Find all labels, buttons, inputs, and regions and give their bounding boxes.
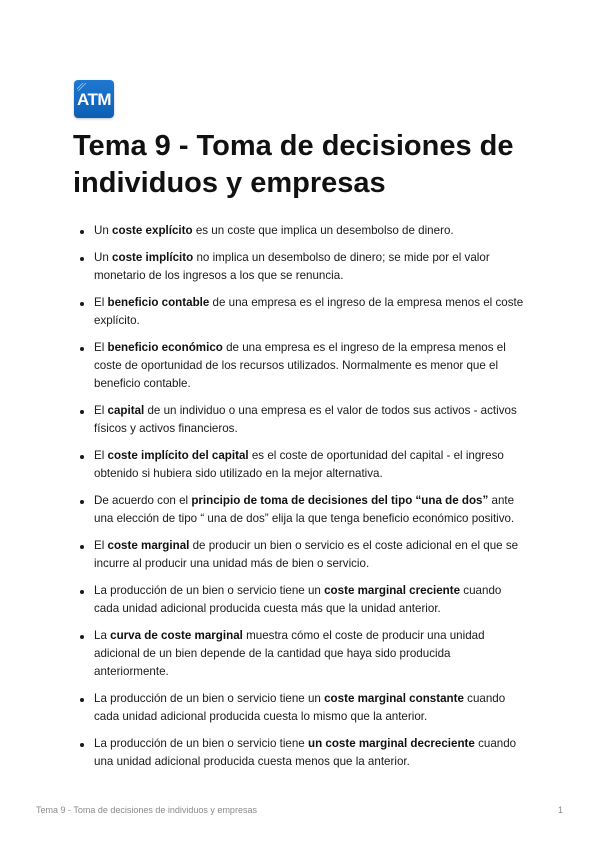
atm-logo <box>74 80 114 118</box>
bold-term: capital <box>107 404 145 417</box>
bullet-text: muestra cómo el coste de producir una unidad adicional de un bien depende de la cantidad que haya sido producida anteriormente. <box>94 629 485 678</box>
bullet-item <box>74 537 524 573</box>
bold-term: coste explícito <box>112 224 193 237</box>
bullet-item <box>74 222 524 240</box>
bullet-text: La <box>94 629 111 642</box>
bullet-text: cuando cada unidad adicional producida cuesta más que la unidad anterior. <box>94 584 502 615</box>
bullet-text: Un <box>94 251 113 264</box>
bold-term: coste implícito del capital <box>107 449 249 462</box>
bullet-item <box>74 492 524 528</box>
bullet-text: de una empresa es el ingreso de la empresa menos el coste explícito. <box>94 296 524 327</box>
bullet-list <box>74 222 524 780</box>
bold-term: coste marginal <box>107 539 190 552</box>
bold-term: curva de coste marginal <box>110 629 243 642</box>
bullet-item <box>74 690 524 726</box>
page-footer <box>36 803 563 817</box>
logo-text: ATM <box>76 90 112 109</box>
footer-title: Tema 9 - Toma de decisiones de individuos y empresas <box>36 805 257 815</box>
bullet-text: La producción de un bien o servicio tiene un <box>94 692 325 705</box>
bullet-text: De acuerdo con el <box>94 494 192 507</box>
bullet-text: El <box>94 539 108 552</box>
bullet-text: es el coste de oportunidad del capital - el ingreso obtenido si hubiera sido utilizado en la mejor alternativa. <box>94 449 504 480</box>
bold-term: beneficio económico <box>107 341 223 354</box>
bullet-text: de una empresa es el ingreso de la empresa menos el coste de oportunidad de los recursos utilizados. Normalmente es menor que el beneficio contable. <box>94 341 506 390</box>
bullet-item <box>74 582 524 618</box>
bullet-item <box>74 249 524 285</box>
bullet-text: de un individuo o una empresa es el valor de todos sus activos - activos físicos y activos financieros. <box>94 404 517 435</box>
page-title: Tema 9 - Toma de decisiones de individuos y empresas <box>73 130 514 199</box>
bullet-text: cuando cada unidad adicional producida cuesta lo mismo que la anterior. <box>94 692 506 723</box>
bullet-item <box>74 735 524 771</box>
bullet-text: La producción de un bien o servicio tiene un <box>94 584 325 597</box>
bullet-text: El <box>94 404 108 417</box>
bullet-text: no implica un desembolso de dinero; se mide por el valor monetario de los ingresos a los que se renuncia. <box>94 251 490 282</box>
bullet-item <box>74 294 524 330</box>
bullet-text: El <box>94 296 108 309</box>
bullet-text: El <box>94 341 108 354</box>
bullet-item <box>74 402 524 438</box>
bold-term: coste marginal creciente <box>324 584 461 597</box>
bullet-text: La producción de un bien o servicio tiene <box>94 737 308 750</box>
bullet-text: El <box>94 449 108 462</box>
bullet-item <box>74 447 524 483</box>
bullet-item <box>74 627 524 681</box>
page-number: 1 <box>557 805 563 815</box>
bold-term: principio de toma de decisiones del tipo “una de dos” <box>191 494 489 507</box>
bullet-text: de producir un bien o servicio es el coste adicional en el que se incurre al producir una unidad más de bien o servicio. <box>94 539 519 570</box>
bold-term: beneficio contable <box>107 296 210 309</box>
bullet-text: Un <box>94 224 113 237</box>
bullet-text: ante una elección de tipo “ una de dos” elija la que tenga beneficio económico positivo. <box>94 494 515 525</box>
bullet-text: es un coste que implica un desembolso de dinero. <box>192 224 454 237</box>
bold-term: coste marginal constante <box>324 692 464 705</box>
bold-term: un coste marginal decreciente <box>307 737 475 750</box>
bullet-text: cuando una unidad adicional producida cuesta menos que la anterior. <box>94 737 517 768</box>
bold-term: coste implícito <box>112 251 194 264</box>
bullet-item <box>74 339 524 393</box>
